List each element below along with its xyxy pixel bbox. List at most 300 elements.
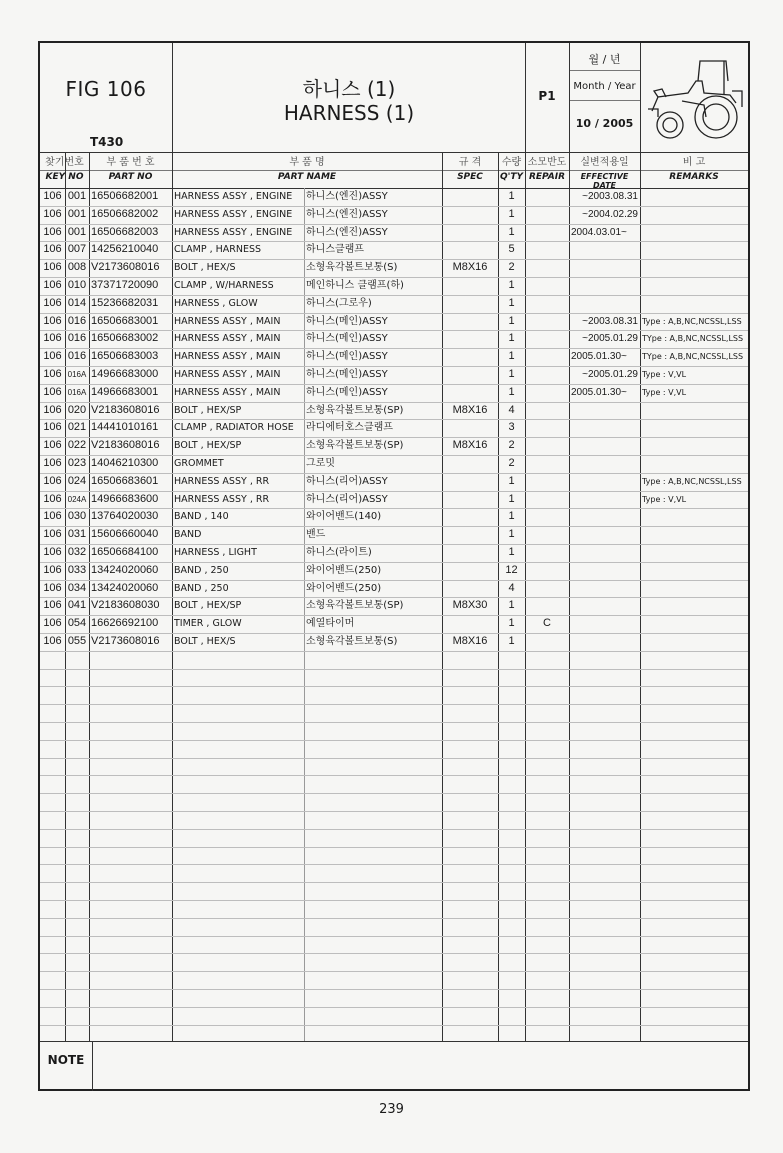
cell-part-no: 13424020060 (91, 563, 159, 576)
cell-key-no: 033 (67, 563, 87, 576)
cell-part-name-en: BAND , 140 (174, 511, 229, 523)
cell-remarks (642, 206, 748, 224)
cell-effective-date: ~2003.08.31 (582, 191, 638, 202)
col-line-name (172, 43, 173, 1041)
cell-spec: M8X16 (452, 403, 488, 416)
cell-key-no: 031 (67, 528, 87, 541)
row-rule (40, 597, 748, 598)
cell-fig: 106 (43, 403, 62, 416)
cell-qty: 4 (508, 403, 515, 416)
cell-fig: 106 (43, 296, 62, 309)
row-rule (40, 491, 748, 492)
cell-part-name-ko: 하니스(엔진)ASSY (306, 226, 388, 238)
header-subdivider (40, 170, 748, 171)
cell-effective-date (571, 455, 640, 473)
cell-effective-date (571, 437, 640, 455)
cell-spec (442, 384, 498, 402)
row-rule (40, 900, 748, 901)
figure-number: FIG 106 (65, 77, 147, 101)
cell-qty: 1 (508, 474, 515, 487)
row-rule (40, 348, 748, 349)
cell-spec (442, 419, 498, 437)
cell-effective-date: ~2003.08.31 (582, 315, 638, 327)
cell-fig: 106 (43, 581, 62, 594)
cell-key-no: 010 (67, 279, 87, 291)
cell-key-no: 032 (67, 546, 87, 558)
cell-repair (525, 277, 569, 295)
cell-part-name-ko: 하니스(엔진)ASSY (306, 208, 388, 220)
cell-remarks (642, 295, 748, 313)
cell-part-name-ko: 소형육각볼트보통(SP) (306, 440, 404, 452)
cell-remarks: Type : A,B,NC,NCSSL,LSS (642, 316, 742, 326)
cell-qty: 1 (508, 528, 515, 541)
cell-part-name-ko: 와이어밴드(250) (306, 564, 382, 576)
cell-spec (442, 455, 498, 473)
col-part-ko: 부 품 번 호 (106, 157, 155, 168)
cell-part-name-ko: 하니스(라이트) (306, 547, 372, 558)
cell-fig: 106 (43, 225, 62, 238)
note-top-line (40, 1041, 748, 1042)
cell-key-no: 001 (67, 190, 87, 202)
cell-part-no: 13764020030 (91, 510, 159, 523)
cell-qty: 1 (508, 492, 515, 505)
cell-part-name-en: HARNESS ASSY , ENGINE (174, 208, 293, 220)
cell-repair (525, 597, 569, 615)
cell-spec (442, 473, 498, 491)
cell-spec (442, 526, 498, 544)
cell-qty: 1 (508, 546, 515, 558)
cell-part-name-ko: 소형육각볼트보통(S) (306, 262, 398, 274)
cell-key-no: 055 (67, 635, 87, 647)
cell-qty: 3 (508, 421, 515, 434)
row-rule (40, 402, 748, 403)
month-year-value: 10 / 2005 (575, 117, 634, 130)
cell-part-name-en: GROMMET (174, 458, 224, 469)
cell-part-name-ko: 하니스(메인)ASSY (306, 351, 388, 363)
cell-repair (525, 580, 569, 598)
cell-key-no: 016 (67, 314, 87, 327)
cell-repair (525, 259, 569, 277)
row-rule (40, 847, 748, 848)
col-repair-ko: 소모반도 (527, 157, 567, 168)
cell-part-name-ko: 밴드 (306, 529, 326, 541)
cell-part-name-ko: 소형육각볼트보통(SP) (306, 600, 404, 612)
cell-part-no: V2183608016 (91, 403, 160, 416)
row-rule (40, 989, 748, 990)
cell-spec (442, 241, 498, 259)
cell-repair (525, 348, 569, 366)
cell-remarks (642, 437, 748, 455)
cell-fig: 106 (43, 599, 62, 612)
cell-part-name-en: HARNESS ASSY , RR (174, 493, 270, 505)
cell-qty: 1 (508, 350, 515, 363)
cell-part-name-en: CLAMP , RADIATOR HOSE (174, 422, 294, 434)
row-rule (40, 437, 748, 438)
cell-remarks: Type : V,VL (642, 387, 687, 397)
month-year-divider-2 (569, 100, 640, 101)
row-rule (40, 313, 748, 314)
row-rule (40, 704, 748, 705)
cell-spec (442, 277, 498, 295)
row-rule (40, 206, 748, 207)
title-english: HARNESS (1) (283, 101, 415, 125)
row-rule (40, 775, 748, 776)
cell-repair (525, 455, 569, 473)
cell-effective-date: ~2005.01.29 (582, 333, 638, 345)
cell-effective-date (571, 633, 640, 651)
row-rule (40, 455, 748, 456)
cell-part-name-en: BAND , 250 (174, 564, 229, 576)
cell-part-no: 15236682031 (91, 296, 159, 309)
cell-part-name-en: HARNESS ASSY , ENGINE (174, 226, 293, 238)
cell-repair (525, 526, 569, 544)
cell-part-name-en: BOLT , HEX/SP (174, 404, 242, 416)
cell-spec: M8X16 (452, 261, 488, 274)
col-date-ko: 실변적용일 (580, 157, 629, 168)
cell-part-no: V2173608016 (91, 635, 160, 647)
cell-part-name-en: HARNESS ASSY , RR (174, 475, 270, 487)
cell-remarks (642, 419, 748, 437)
row-rule (40, 526, 748, 527)
cell-qty: 1 (508, 510, 515, 523)
cell-part-name-en: BAND , 250 (174, 582, 229, 594)
cell-fig: 106 (43, 457, 62, 469)
cell-part-no: 15606660040 (91, 528, 159, 541)
cell-part-no: 14966683600 (91, 492, 159, 505)
cell-effective-date (571, 277, 640, 295)
cell-fig: 106 (43, 368, 62, 380)
cell-effective-date (571, 580, 640, 598)
cell-part-name-en: HARNESS , GLOW (174, 297, 258, 309)
cell-part-name-ko: 하니스(메인)ASSY (306, 386, 388, 398)
model-code: T430 (90, 135, 124, 149)
cell-remarks (642, 544, 748, 562)
col-qty-ko: 수량 (501, 157, 522, 168)
cell-part-name-ko: 하니스(메인)ASSY (306, 333, 388, 345)
cell-spec (442, 313, 498, 331)
cell-spec (442, 206, 498, 224)
col-key-en: KEY NO (45, 172, 84, 182)
cell-effective-date (571, 473, 640, 491)
cell-repair (525, 206, 569, 224)
cell-effective-date: 2005.01.30~ (571, 386, 627, 398)
page-label: P1 (538, 89, 556, 103)
cell-part-name-en: BAND (174, 529, 202, 541)
cell-qty: 1 (508, 225, 515, 238)
cell-part-name-en: HARNESS ASSY , MAIN (174, 386, 281, 398)
cell-effective-date (571, 402, 640, 420)
cell-part-no: 16506683003 (91, 350, 159, 363)
cell-key-no: 024 (67, 474, 87, 487)
col-remarks-en: REMARKS (669, 172, 719, 182)
row-rule (40, 864, 748, 865)
cell-repair (525, 224, 569, 242)
cell-key-no: 016A (67, 370, 87, 379)
cell-part-no: 14046210300 (91, 457, 159, 469)
cell-repair (525, 402, 569, 420)
cell-remarks (642, 455, 748, 473)
row-rule (40, 580, 748, 581)
cell-effective-date (571, 259, 640, 277)
cell-key-no: 020 (67, 403, 87, 416)
cell-qty: 2 (508, 439, 515, 452)
cell-fig: 106 (43, 332, 62, 345)
cell-qty: 1 (508, 599, 515, 612)
cell-part-name-ko: 라디에터호스클램프 (306, 422, 393, 434)
row-rule (40, 419, 748, 420)
cell-effective-date: 2004.03.01~ (571, 226, 627, 238)
cell-remarks (642, 597, 748, 615)
cell-spec (442, 544, 498, 562)
cell-effective-date (571, 615, 640, 633)
cell-spec: M8X30 (452, 599, 488, 612)
row-rule (40, 829, 748, 830)
row-rule (40, 544, 748, 545)
row-rule (40, 295, 748, 296)
cell-effective-date (571, 295, 640, 313)
row-rule (40, 971, 748, 972)
row-rule (40, 918, 748, 919)
cell-effective-date (571, 526, 640, 544)
cell-remarks (642, 615, 748, 633)
cell-part-no: V2183608030 (91, 599, 160, 612)
cell-effective-date: ~2005.01.29 (582, 369, 638, 380)
cell-fig: 106 (43, 492, 62, 505)
cell-part-name-ko: 와이어밴드(140) (306, 511, 382, 523)
cell-repair (525, 366, 569, 384)
cell-remarks: TYpe : A,B,NC,NCSSL,LSS (642, 352, 744, 362)
cell-repair (525, 473, 569, 491)
note-divider (92, 1041, 93, 1091)
row-rule (40, 758, 748, 759)
cell-fig: 106 (43, 279, 62, 291)
cell-part-name-ko: 하니스(엔진)ASSY (306, 191, 388, 202)
cell-key-no: 041 (67, 599, 87, 612)
cell-part-name-ko: 하니스(리어)ASSY (306, 475, 388, 487)
cell-part-name-en: HARNESS , LIGHT (174, 547, 257, 558)
cell-fig: 106 (43, 617, 62, 630)
row-rule (40, 473, 748, 474)
cell-qty: 4 (508, 581, 515, 594)
cell-remarks: Type : V,VL (642, 494, 687, 504)
cell-part-no: 16506682003 (91, 225, 159, 238)
row-rule (40, 384, 748, 385)
cell-qty: 1 (508, 617, 515, 630)
cell-qty: 1 (508, 279, 515, 291)
col-spec-en: SPEC (457, 172, 483, 182)
cell-key-no: 024A (67, 494, 87, 504)
cell-part-name-ko: 소형육각볼트보통(S) (306, 636, 398, 647)
cell-effective-date: 2005.01.30~ (571, 351, 627, 363)
cell-key-no: 030 (67, 510, 87, 523)
cell-repair (525, 562, 569, 580)
cell-fig: 106 (43, 207, 62, 220)
row-rule (40, 651, 748, 652)
cell-effective-date (571, 562, 640, 580)
row-rule (40, 686, 748, 687)
cell-repair (525, 508, 569, 526)
cell-part-name-en: HARNESS ASSY , ENGINE (174, 191, 293, 202)
cell-repair (525, 419, 569, 437)
cell-spec (442, 562, 498, 580)
cell-fig: 106 (43, 563, 62, 576)
cell-part-name-ko: 하니스(그로우) (306, 297, 372, 309)
cell-spec: M8X16 (452, 439, 488, 452)
cell-part-name-en: BOLT , HEX/S (174, 262, 236, 274)
cell-fig: 106 (43, 510, 62, 523)
cell-remarks: Type : V,VL (642, 370, 687, 379)
parts-sheet (38, 41, 750, 1091)
col-part-en: PART NO (108, 172, 153, 182)
cell-spec (442, 615, 498, 633)
row-rule (40, 633, 748, 634)
cell-remarks (642, 580, 748, 598)
row-rule (40, 366, 748, 367)
cell-fig: 106 (43, 528, 62, 541)
cell-part-name-en: HARNESS ASSY , MAIN (174, 315, 281, 327)
cell-repair (525, 437, 569, 455)
cell-fig: 106 (43, 385, 62, 398)
cell-qty: 1 (508, 314, 515, 327)
cell-part-name-en: BOLT , HEX/SP (174, 440, 242, 452)
cell-repair (525, 188, 569, 206)
cell-part-name-ko: 메인하니스 클램프(하) (306, 280, 404, 291)
cell-key-no: 016 (67, 332, 87, 345)
row-rule (40, 811, 748, 812)
note-label: NOTE (47, 1053, 85, 1067)
row-rule (40, 953, 748, 954)
cell-part-name-ko: 그로밋 (306, 458, 335, 469)
cell-key-no: 054 (67, 617, 87, 630)
cell-part-no: 14966683001 (91, 385, 159, 398)
cell-qty: 1 (508, 368, 515, 380)
cell-repair (525, 330, 569, 348)
cell-spec (442, 188, 498, 206)
cell-key-no: 021 (67, 421, 87, 434)
cell-part-name-en: HARNESS ASSY , MAIN (174, 333, 281, 345)
cell-part-no: 16506683001 (91, 314, 159, 327)
row-rule (40, 224, 748, 225)
cell-effective-date (571, 544, 640, 562)
cell-remarks (642, 188, 748, 206)
cell-key-no: 007 (67, 243, 87, 256)
tractor-icon (644, 51, 746, 147)
row-rule (40, 740, 748, 741)
cell-fig: 106 (43, 439, 62, 452)
cell-fig: 106 (43, 314, 62, 327)
row-rule (40, 722, 748, 723)
row-rule (40, 259, 748, 260)
cell-part-no: 16506682001 (91, 190, 159, 202)
cell-repair (525, 491, 569, 509)
cell-qty: 5 (508, 243, 515, 256)
cell-key-no: 014 (67, 296, 87, 309)
col-line-date (569, 43, 570, 1041)
row-rule (40, 669, 748, 670)
cell-key-no: 008 (67, 261, 87, 274)
cell-spec (442, 348, 498, 366)
cell-spec (442, 508, 498, 526)
cell-part-no: 16506682002 (91, 207, 159, 220)
col-line-remarks (640, 43, 641, 1041)
cell-effective-date (571, 491, 640, 509)
cell-part-name-en: HARNESS ASSY , MAIN (174, 351, 281, 363)
month-year-divider-1 (569, 70, 640, 71)
cell-repair: C (543, 617, 551, 630)
col-name-en: PART NAME (277, 172, 337, 182)
cell-key-no: 016A (67, 387, 87, 397)
month-year-english: Month / Year (573, 81, 636, 92)
cell-fig: 106 (43, 190, 62, 202)
cell-key-no: 016 (67, 350, 87, 363)
cell-part-name-en: TIMER , GLOW (174, 618, 242, 630)
title-korean: 하니스 (1) (302, 77, 396, 101)
row-rule (40, 508, 748, 509)
row-rule (40, 793, 748, 794)
row-rule (40, 1025, 748, 1026)
row-rule (40, 1007, 748, 1008)
cell-spec (442, 330, 498, 348)
cell-part-name-ko: 와이어밴드(250) (306, 582, 382, 594)
cell-key-no: 034 (67, 581, 87, 594)
cell-fig: 106 (43, 474, 62, 487)
cell-part-name-en: CLAMP , HARNESS (174, 244, 262, 256)
cell-qty: 2 (508, 457, 515, 469)
cell-spec (442, 366, 498, 384)
cell-remarks: TYpe : A,B,NC,NCSSL,LSS (642, 334, 744, 344)
cell-qty: 1 (508, 207, 515, 220)
cell-repair (525, 241, 569, 259)
cell-qty: 1 (508, 190, 515, 202)
cell-part-no: 37371720090 (91, 279, 159, 291)
cell-part-name-ko: 하니스(리어)ASSY (306, 493, 388, 505)
cell-part-no: 14441010161 (91, 421, 159, 434)
cell-spec (442, 295, 498, 313)
cell-repair (525, 384, 569, 402)
cell-spec: M8X16 (452, 635, 488, 647)
cell-fig: 106 (43, 635, 62, 647)
cell-part-no: 14966683000 (91, 368, 159, 380)
cell-fig: 106 (43, 243, 62, 256)
cell-part-no: 16506683002 (91, 332, 159, 345)
cell-part-no: 16506683601 (91, 474, 159, 487)
row-rule (40, 241, 748, 242)
cell-part-name-ko: 하니스클램프 (306, 244, 364, 256)
cell-remarks (642, 224, 748, 242)
cell-fig: 106 (43, 350, 62, 363)
cell-part-name-en: BOLT , HEX/SP (174, 600, 242, 612)
cell-qty: 12 (505, 563, 518, 576)
cell-spec (442, 491, 498, 509)
cell-part-name-ko: 하니스(메인)ASSY (306, 369, 388, 380)
cell-effective-date (571, 419, 640, 437)
cell-part-no: V2183608016 (91, 439, 160, 452)
col-name-ko: 부 품 명 (289, 157, 325, 168)
cell-remarks (642, 562, 748, 580)
cell-repair (525, 313, 569, 331)
row-rule (40, 562, 748, 563)
page-number: 239 (379, 1102, 404, 1117)
row-rule (40, 882, 748, 883)
cell-effective-date (571, 508, 640, 526)
cell-remarks (642, 402, 748, 420)
cell-effective-date (571, 597, 640, 615)
cell-part-name-ko: 하니스(메인)ASSY (306, 315, 388, 327)
cell-part-no: 13424020060 (91, 581, 159, 594)
cell-remarks (642, 508, 748, 526)
cell-remarks (642, 526, 748, 544)
cell-qty: 1 (508, 385, 515, 398)
